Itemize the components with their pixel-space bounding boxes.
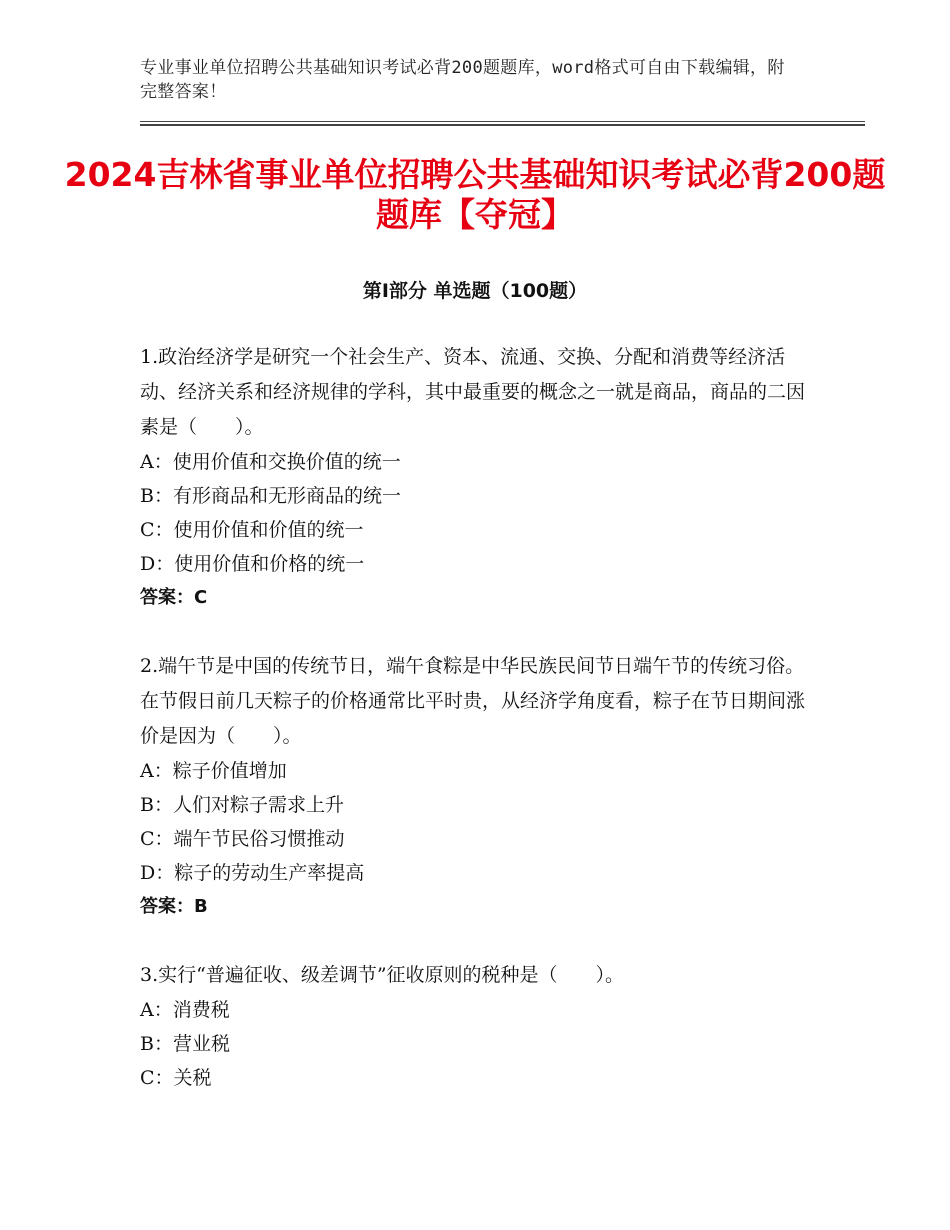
document-title: 2024吉林省事业单位招聘公共基础知识考试必背200题题库【夺冠】 — [64, 155, 886, 234]
option-a: A：粽子价值增加 — [140, 760, 287, 782]
question-3 — [140, 958, 820, 1095]
option-d: D：粽子的劳动生产率提高 — [140, 862, 365, 884]
option-c: C：端午节民俗习惯推动 — [140, 828, 345, 850]
option-d: D：使用价值和价格的统一 — [140, 553, 365, 575]
option-a: A：使用价值和交换价值的统一 — [140, 451, 401, 473]
section-heading: 第I部分 单选题（100题） — [362, 280, 588, 302]
option-b: B：有形商品和无形商品的统一 — [140, 485, 401, 507]
question-1 — [140, 340, 820, 615]
answer-key: 答案：C — [140, 587, 208, 608]
header-divider — [140, 121, 865, 126]
header-note: 专业事业单位招聘公共基础知识考试必背200题题库，word格式可自由下载编辑，附完整答案！ — [140, 58, 785, 102]
option-c: C：关税 — [140, 1067, 212, 1089]
option-b: B：营业税 — [140, 1033, 230, 1055]
option-c: C：使用价值和价值的统一 — [140, 519, 364, 541]
question-list — [140, 340, 820, 1129]
question-stem: 3.实行“普遍征收、级差调节”征收原则的税种是（ ）。 — [140, 964, 625, 986]
option-b: B：人们对粽子需求上升 — [140, 794, 344, 816]
option-a: A：消费税 — [140, 999, 230, 1021]
question-stem: 2.端午节是中国的传统节日，端午食粽是中华民族民间节日端午节的传统习俗。在节假日前几天粽子的价格通常比平时贵，从经济学角度看，粽子在节日期间涨价是因为（ ）。 — [140, 655, 806, 747]
question-stem: 1.政治经济学是研究一个社会生产、资本、流通、交换、分配和消费等经济活动、经济关系和经济规律的学科，其中最重要的概念之一就是商品，商品的二因素是（ ）。 — [140, 346, 806, 438]
answer-key: 答案：B — [140, 896, 208, 917]
question-2 — [140, 649, 820, 924]
